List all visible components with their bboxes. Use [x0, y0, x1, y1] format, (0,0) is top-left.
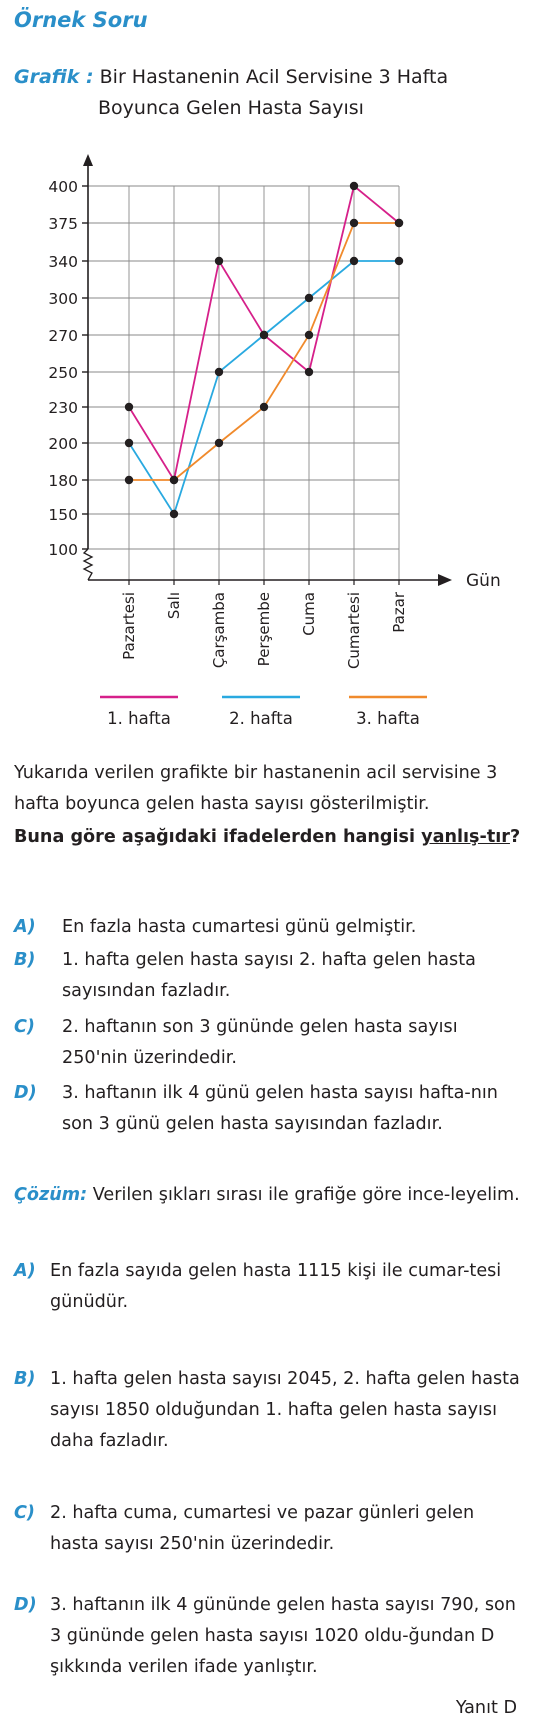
tick-label-y-230: 230	[48, 399, 78, 417]
patient-count-line-chart	[0, 140, 539, 750]
data-point-s2-1	[170, 510, 178, 518]
solution-d-text: 3. haftanın ilk 4 gününde gelen hasta sayısı 790, son 3 gününde gelen hasta sayısı 1020 oldu-ğundan D şıkkında verilen ifade yanlıştır.	[50, 1595, 516, 1677]
option-c-text: 2. haftanın son 3 gününde gelen hasta sayısı 250'nin üzerindedir.	[62, 1017, 458, 1068]
data-point-s2-4	[305, 294, 313, 302]
solution-b-text: 1. hafta gelen hasta sayısı 2045, 2. hafta gelen hasta sayısı 1850 olduğundan 1. hafta gelen hasta sayısı daha fazladır.	[50, 1369, 520, 1451]
solution-d-letter: D)	[14, 1595, 37, 1615]
option-b-letter: B)	[14, 950, 36, 970]
option-b-text: 1. hafta gelen hasta sayısı 2. hafta gelen hasta sayısından fazladır.	[62, 950, 476, 1001]
tick-label-y-400: 400	[48, 178, 78, 196]
solution-d	[14, 1590, 526, 1683]
graph-caption-label: Grafik :	[14, 66, 94, 88]
graph-caption-line1: Bir Hastanenin Acil Servisine 3 Hafta	[99, 66, 449, 88]
y-axis-arrow	[83, 154, 93, 166]
example-title: Örnek Soru	[14, 8, 148, 32]
data-point-s2-2	[215, 368, 223, 376]
option-d	[14, 1078, 526, 1140]
tick-label-y-200: 200	[48, 435, 78, 453]
tick-label-y-100: 100	[48, 541, 78, 559]
category-label-3: Perşembe	[255, 592, 273, 667]
solution-label: Çözüm:	[14, 1185, 88, 1205]
data-point-s1-4	[305, 368, 313, 376]
data-point-s3-0	[125, 476, 133, 484]
data-point-s2-0	[125, 439, 133, 447]
question-prompt-main: Buna göre aşağıdaki ifadelerden hangisi	[14, 827, 422, 847]
data-point-s2-6	[395, 257, 403, 265]
x-axis-label: Gün	[466, 571, 501, 591]
question-prompt-end: ?	[509, 827, 521, 847]
tick-label-y-250: 250	[48, 364, 78, 382]
data-point-s3-1	[170, 476, 178, 484]
graph-caption-line2: Boyunca Gelen Hasta Sayısı	[98, 97, 364, 119]
tick-label-y-180: 180	[48, 472, 78, 490]
data-point-s1-5	[350, 182, 358, 190]
tick-label-y-340: 340	[48, 253, 78, 271]
answer-label: Yanıt D	[455, 1698, 517, 1718]
option-c-letter: C)	[14, 1017, 35, 1037]
category-label-1: Salı	[165, 592, 183, 620]
data-point-s3-6	[395, 219, 403, 227]
option-d-text: 3. haftanın ilk 4 günü gelen hasta sayısı hafta-nın son 3 günü gelen hasta sayısından fazladır.	[62, 1083, 498, 1134]
solution-b-letter: B)	[14, 1369, 36, 1389]
data-point-s1-0	[125, 403, 133, 411]
option-d-letter: D)	[14, 1083, 37, 1103]
option-a-letter: A)	[14, 917, 36, 937]
solution-a	[14, 1256, 526, 1318]
data-point-s3-4	[305, 331, 313, 339]
solution-c	[14, 1498, 526, 1560]
solution-b	[14, 1364, 526, 1457]
category-label-2: Çarşamba	[210, 592, 228, 669]
data-point-s1-2	[215, 257, 223, 265]
solution-intro-block	[14, 1180, 526, 1211]
x-axis-arrow	[438, 574, 452, 586]
data-point-s2-3	[260, 331, 268, 339]
data-point-s3-3	[260, 403, 268, 411]
category-label-6: Pazar	[390, 592, 408, 633]
tick-label-y-150: 150	[48, 506, 78, 524]
data-point-s3-5	[350, 219, 358, 227]
solution-a-text: En fazla sayıda gelen hasta 1115 kişi ile cumar-tesi günüdür.	[50, 1261, 502, 1312]
chart-labels	[48, 178, 500, 669]
option-a	[14, 912, 526, 943]
y-axis-break	[84, 549, 92, 580]
solution-c-letter: C)	[14, 1503, 35, 1523]
question-prompt-underlined: yanlış-tır	[421, 827, 510, 847]
chart-legend	[100, 697, 427, 728]
option-a-text: En fazla hasta cumartesi günü gelmiştir.	[62, 917, 417, 937]
category-label-5: Cumartesi	[345, 592, 363, 670]
tick-label-y-300: 300	[48, 290, 78, 308]
option-b	[14, 945, 526, 1007]
tick-label-y-375: 375	[48, 215, 78, 233]
solution-c-text: 2. hafta cuma, cumartesi ve pazar günleri gelen hasta sayısı 250'nin üzerindedir.	[50, 1503, 475, 1554]
chart-axes	[82, 154, 452, 586]
legend-label-3: 3. hafta	[356, 709, 420, 728]
graph-caption	[14, 62, 448, 124]
category-label-4: Cuma	[300, 592, 318, 636]
legend-label-1: 1. hafta	[107, 709, 171, 728]
data-point-s2-5	[350, 257, 358, 265]
option-c	[14, 1012, 526, 1074]
legend-label-2: 2. hafta	[229, 709, 293, 728]
solution-a-letter: A)	[14, 1261, 36, 1281]
question-prompt	[14, 822, 526, 853]
question-intro: Yukarıda verilen grafikte bir hastanenin acil servisine 3 hafta boyunca gelen hasta sayısı gösterilmiştir.	[14, 763, 498, 814]
category-label-0: Pazartesi	[120, 592, 138, 660]
data-point-s3-2	[215, 439, 223, 447]
solution-intro: Verilen şıkları sırası ile grafiğe göre ince-leyelim.	[92, 1185, 520, 1205]
chart-grid	[88, 186, 399, 580]
tick-label-y-270: 270	[48, 327, 78, 345]
